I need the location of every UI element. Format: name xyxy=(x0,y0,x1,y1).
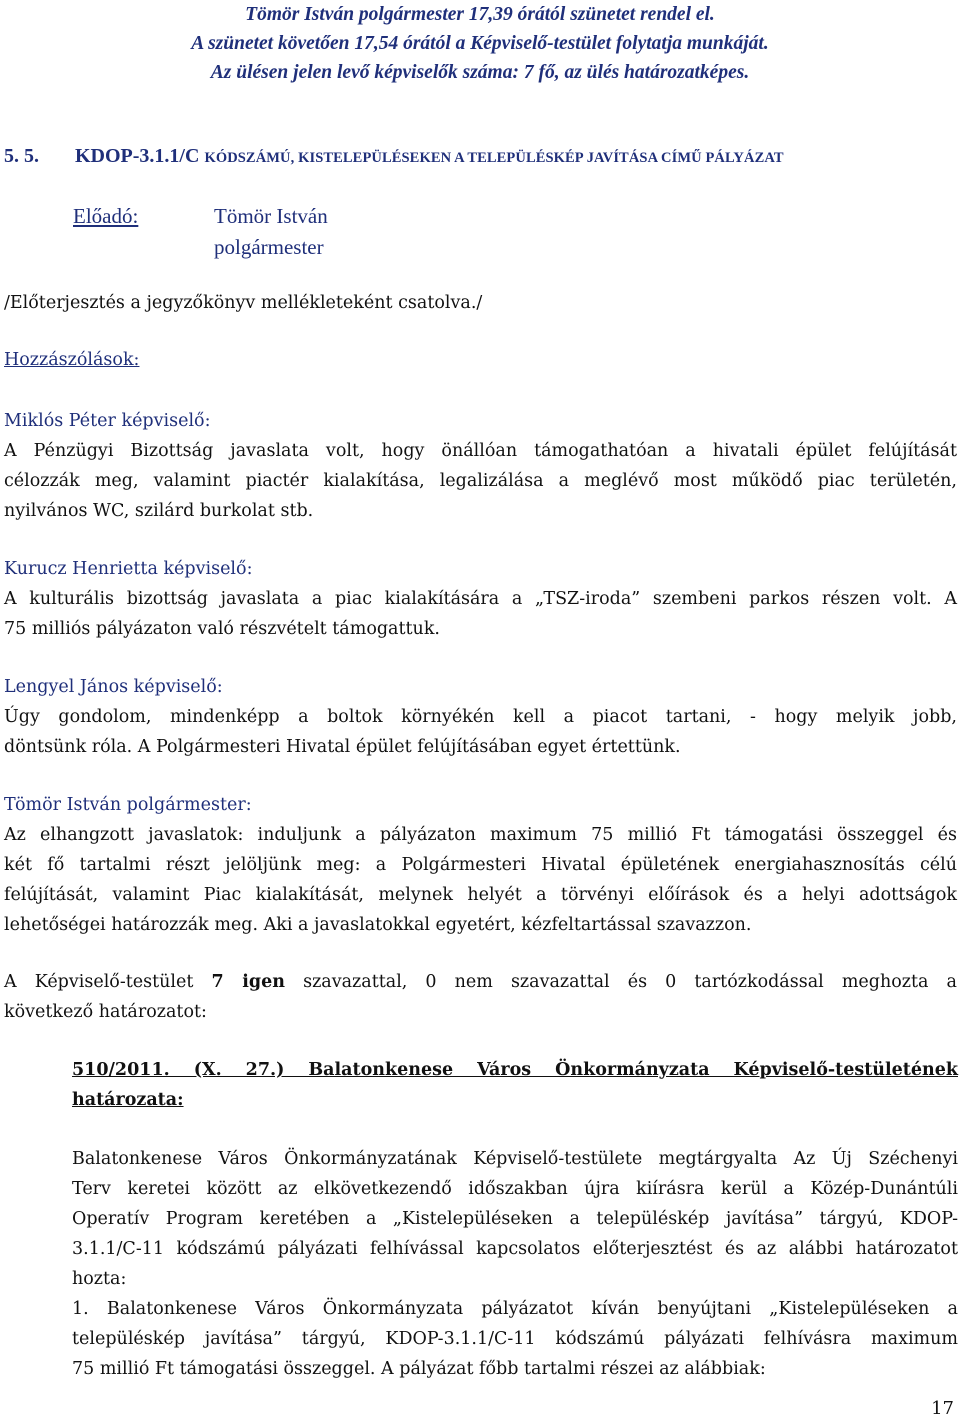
presenter-label: Előadó: xyxy=(73,204,139,228)
presenter-name: Tömör István xyxy=(214,204,328,228)
header-line: A szünetet követően 17,54 órától a Képviselő-testület folytatja munkáját. xyxy=(191,33,769,54)
comment-text: A kulturális bizottság javaslata a piac kialakítására a „TSZ-iroda” szembeni parkos részen volt. A 75 milliós pályázaton való részvételt támogattuk. xyxy=(4,589,957,639)
comment-text: Úgy gondolom, mindenképp a boltok környékén kell a piacot tartani, - hogy melyik jobb, döntsünk róla. A Polgármesteri Hivatal épület felújításában egyet értettünk. xyxy=(4,707,957,757)
presenter-role: polgármester xyxy=(214,235,324,259)
header-line: Az ülésen jelen levő képviselők száma: 7 fő, az ülés határozatképes. xyxy=(210,62,750,83)
agenda-subject: KÓDSZÁMÚ, KISTELEPÜLÉSEKEN A TELEPÜLÉSKÉP JAVÍTÁSA CÍMŰ PÁLYÁZAT xyxy=(204,150,784,166)
header-line: Tömör István polgármester 17,39 órától szünetet rendel el. xyxy=(245,4,715,25)
speaker-name: Lengyel János képviselő: xyxy=(4,677,223,697)
agenda-item-title xyxy=(4,145,956,168)
resolution-body: Balatonkenese Város Önkormányzatának Képviselő-testülete megtárgyalta Az Új Széchenyi Terv keretei között az elkövetkezendő időszakban újra kiírásra kerül a Közép-Dunántúli Operatív Program keretében a „Kistelepüléseken a településkép javítása” tárgyú, KDOP- 3.1.1/C-11 kódszámú pályázati felhívással kapcsolatos előterjesztést és az alábbi határozatot hozta: 1. Balatonkenese Város Önkormányzata pályázatot kíván benyújtani „Kistelepüléseken a településkép javítása” tárgyú, KDOP-3.1.1/C-11 kódszámú pályázati felhívásra maximum 75 millió Ft támogatási összeggel. A pályázat főbb tartalmi részei az alábbiak: xyxy=(72,1149,958,1379)
agenda-code: KDOP-3.1.1/C xyxy=(75,145,200,167)
speaker-name: Kurucz Henrietta képviselő: xyxy=(4,559,253,579)
session-header xyxy=(0,0,960,87)
vote-yes-count: 7 igen xyxy=(211,972,286,992)
agenda-number: 5. 5. xyxy=(4,145,39,167)
comment-text: Az elhangzott javaslatok: induljunk a pályázaton maximum 75 millió Ft támogatási összeggel és két fő tartalmi részt jelöljünk meg: a Polgármesteri Hivatal épületének energiahasznosítás célú felújítását, valamint Piac kialakítását, melynek helyét a törvényi előírások és a helyi adottságok lehetőségei határozzák meg. Aki a javaslatokkal egyetért, kézfeltartással szavazzon. xyxy=(4,825,957,935)
comment-text: A Pénzügyi Bizottság javaslata volt, hogy önállóan támogathatóan a hivatali épület felújítását célozzák meg, valamint piactér kialakítása, legalizálása a meglévő most működő piac területén, nyilvános WC, szilárd burkolat stb. xyxy=(4,441,957,521)
attachment-note: /Előterjesztés a jegyzőkönyv mellékleteként csatolva./ xyxy=(4,293,483,313)
resolution-title: 510/2011. (X. 27.) Balatonkenese Város Önkormányzata Képviselő-testületének határozata: xyxy=(72,1060,958,1110)
comments-heading: Hozzászólások: xyxy=(4,350,140,370)
vote-result: A Képviselő-testület 7 igen szavazattal, 0 nem szavazattal és 0 tartózkodással meghozta a következő határozatot: xyxy=(4,972,957,1022)
speaker-name: Miklós Péter képviselő: xyxy=(4,411,211,431)
speaker-name: Tömör István polgármester: xyxy=(4,795,252,815)
page-number: 17 xyxy=(931,1398,954,1419)
